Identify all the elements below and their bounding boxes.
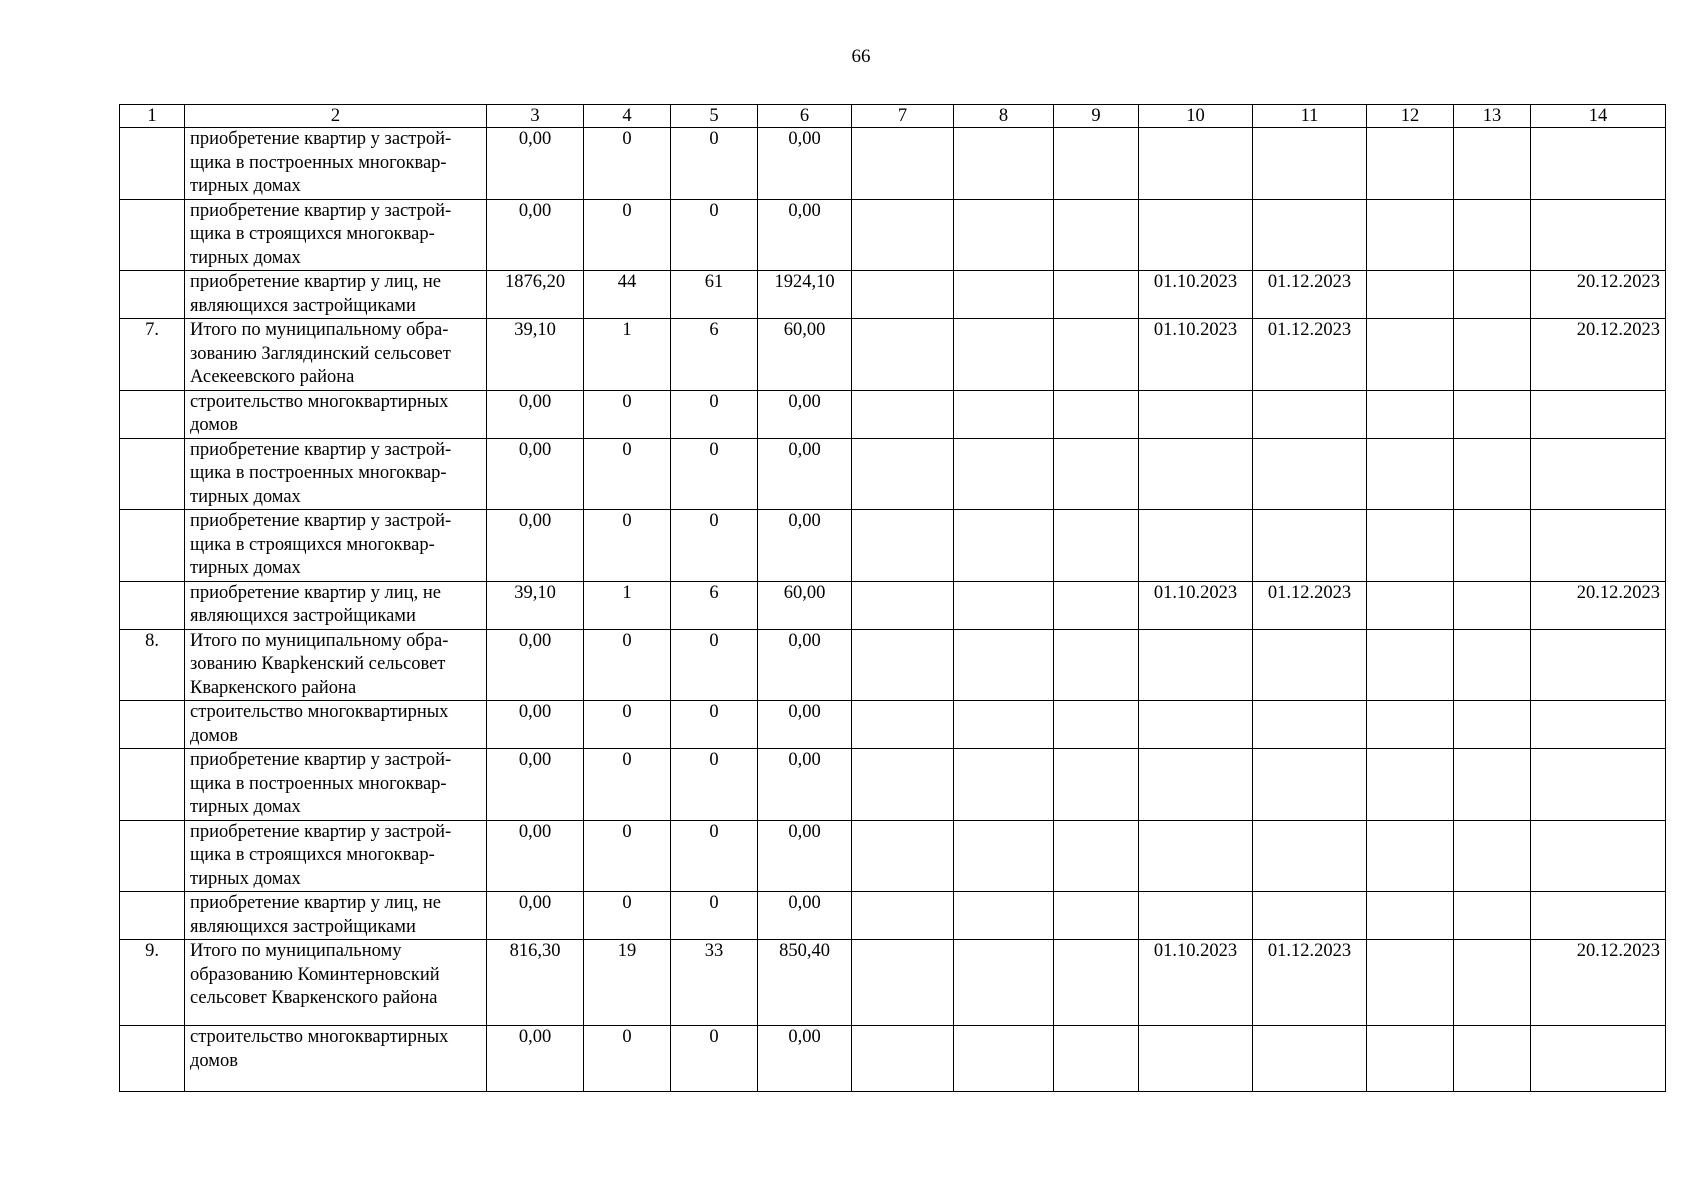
value-cell-3: 0,00 [487, 749, 584, 821]
value-cell-12 [1367, 199, 1454, 271]
value-cell-12 [1367, 701, 1454, 749]
date-cell-11 [1253, 749, 1367, 821]
value-cell-5: 0 [671, 701, 758, 749]
value-cell-13 [1454, 319, 1531, 391]
row-name-cell: Итого по муниципальному обра-зованию Кварkенский сельсовет Кваркенского района [185, 629, 487, 701]
value-cell-12 [1367, 271, 1454, 319]
date-cell-14: 20.12.2023 [1531, 271, 1666, 319]
value-cell-8 [954, 892, 1054, 940]
date-cell-11 [1253, 199, 1367, 271]
column-header: 1 [120, 105, 185, 128]
date-cell-10 [1139, 749, 1253, 821]
value-cell-6: 0,00 [758, 438, 852, 510]
table-row [120, 940, 1666, 1026]
value-cell-13 [1454, 701, 1531, 749]
date-cell-10 [1139, 892, 1253, 940]
column-header: 7 [852, 105, 954, 128]
value-cell-13 [1454, 581, 1531, 629]
value-cell-7 [852, 629, 954, 701]
row-name-cell: строительство многоквартирных домов [185, 390, 487, 438]
value-cell-13 [1454, 1026, 1531, 1092]
value-cell-7 [852, 510, 954, 582]
value-cell-9 [1054, 271, 1139, 319]
date-cell-10 [1139, 199, 1253, 271]
column-header: 9 [1054, 105, 1139, 128]
value-cell-9 [1054, 820, 1139, 892]
value-cell-5: 0 [671, 820, 758, 892]
date-cell-10 [1139, 438, 1253, 510]
value-cell-9 [1054, 892, 1139, 940]
value-cell-4: 0 [584, 892, 671, 940]
value-cell-8 [954, 701, 1054, 749]
value-cell-7 [852, 128, 954, 200]
value-cell-5: 0 [671, 892, 758, 940]
value-cell-8 [954, 629, 1054, 701]
date-cell-11 [1253, 701, 1367, 749]
value-cell-12 [1367, 629, 1454, 701]
date-cell-10: 01.10.2023 [1139, 940, 1253, 1026]
date-cell-14 [1531, 820, 1666, 892]
value-cell-5: 6 [671, 319, 758, 391]
date-cell-11 [1253, 820, 1367, 892]
table-body [120, 128, 1666, 1092]
value-cell-4: 1 [584, 581, 671, 629]
value-cell-12 [1367, 749, 1454, 821]
value-cell-4: 0 [584, 629, 671, 701]
value-cell-13 [1454, 438, 1531, 510]
column-header: 5 [671, 105, 758, 128]
value-cell-7 [852, 319, 954, 391]
row-name-cell: приобретение квартир у застрой-щика в построенных многоквар-тирных домах [185, 749, 487, 821]
value-cell-7 [852, 581, 954, 629]
date-cell-10: 01.10.2023 [1139, 581, 1253, 629]
value-cell-7 [852, 438, 954, 510]
row-number-cell [120, 1026, 185, 1092]
value-cell-5: 0 [671, 510, 758, 582]
row-name-cell: приобретение квартир у застрой-щика в строящихся многоквар-тирных домах [185, 820, 487, 892]
row-number-cell: 8. [120, 629, 185, 701]
value-cell-7 [852, 701, 954, 749]
date-cell-10 [1139, 629, 1253, 701]
value-cell-6: 0,00 [758, 749, 852, 821]
column-header: 10 [1139, 105, 1253, 128]
value-cell-4: 0 [584, 390, 671, 438]
date-cell-11: 01.12.2023 [1253, 581, 1367, 629]
value-cell-3: 0,00 [487, 701, 584, 749]
table-row [120, 629, 1666, 701]
value-cell-5: 0 [671, 629, 758, 701]
date-cell-14 [1531, 892, 1666, 940]
value-cell-3: 39,10 [487, 319, 584, 391]
date-cell-11 [1253, 510, 1367, 582]
row-name-cell: приобретение квартир у застрой-щика в строящихся многоквар-тирных домах [185, 510, 487, 582]
row-name-cell: Итого по муниципальному обра-зованию Заглядинский сельсовет Асекеевского района [185, 319, 487, 391]
date-cell-10 [1139, 820, 1253, 892]
value-cell-4: 0 [584, 128, 671, 200]
value-cell-4: 0 [584, 510, 671, 582]
value-cell-13 [1454, 199, 1531, 271]
value-cell-5: 0 [671, 128, 758, 200]
row-number-cell [120, 271, 185, 319]
date-cell-14 [1531, 390, 1666, 438]
value-cell-6: 0,00 [758, 199, 852, 271]
value-cell-5: 0 [671, 1026, 758, 1092]
value-cell-4: 0 [584, 199, 671, 271]
table-row [120, 749, 1666, 821]
value-cell-9 [1054, 199, 1139, 271]
date-cell-10 [1139, 390, 1253, 438]
value-cell-8 [954, 128, 1054, 200]
row-number-cell [120, 510, 185, 582]
table-row [120, 438, 1666, 510]
value-cell-4: 0 [584, 701, 671, 749]
date-cell-14 [1531, 510, 1666, 582]
value-cell-8 [954, 581, 1054, 629]
column-header-row [120, 105, 1666, 128]
row-number-cell [120, 701, 185, 749]
table-row [120, 199, 1666, 271]
date-cell-14 [1531, 1026, 1666, 1092]
row-number-cell [120, 892, 185, 940]
date-cell-11 [1253, 438, 1367, 510]
date-cell-10: 01.10.2023 [1139, 271, 1253, 319]
value-cell-5: 0 [671, 390, 758, 438]
value-cell-12 [1367, 940, 1454, 1026]
value-cell-8 [954, 1026, 1054, 1092]
row-number-cell [120, 820, 185, 892]
value-cell-12 [1367, 128, 1454, 200]
value-cell-12 [1367, 581, 1454, 629]
value-cell-6: 0,00 [758, 820, 852, 892]
value-cell-6: 60,00 [758, 319, 852, 391]
value-cell-4: 19 [584, 940, 671, 1026]
date-cell-11: 01.12.2023 [1253, 940, 1367, 1026]
value-cell-13 [1454, 749, 1531, 821]
value-cell-8 [954, 940, 1054, 1026]
value-cell-12 [1367, 510, 1454, 582]
value-cell-9 [1054, 581, 1139, 629]
value-cell-13 [1454, 510, 1531, 582]
value-cell-13 [1454, 940, 1531, 1026]
table-row [120, 820, 1666, 892]
value-cell-9 [1054, 1026, 1139, 1092]
value-cell-6: 850,40 [758, 940, 852, 1026]
value-cell-8 [954, 510, 1054, 582]
value-cell-7 [852, 390, 954, 438]
row-name-cell: приобретение квартир у лиц, не являющихся застройщиками [185, 271, 487, 319]
value-cell-6: 0,00 [758, 629, 852, 701]
column-header: 8 [954, 105, 1054, 128]
value-cell-7 [852, 271, 954, 319]
value-cell-6: 0,00 [758, 892, 852, 940]
value-cell-9 [1054, 319, 1139, 391]
value-cell-5: 0 [671, 438, 758, 510]
column-header: 4 [584, 105, 671, 128]
value-cell-13 [1454, 390, 1531, 438]
value-cell-13 [1454, 892, 1531, 940]
value-cell-5: 0 [671, 199, 758, 271]
date-cell-14 [1531, 749, 1666, 821]
row-number-cell [120, 199, 185, 271]
value-cell-9 [1054, 940, 1139, 1026]
value-cell-9 [1054, 128, 1139, 200]
table-row [120, 510, 1666, 582]
value-cell-13 [1454, 271, 1531, 319]
row-name-cell: Итого по муниципальному образованию Коминтерновский сельсовет Кваркенского района [185, 940, 487, 1026]
value-cell-9 [1054, 390, 1139, 438]
date-cell-11 [1253, 1026, 1367, 1092]
value-cell-12 [1367, 438, 1454, 510]
table-row [120, 581, 1666, 629]
row-number-cell [120, 438, 185, 510]
row-name-cell: строительство многоквартирных домов [185, 701, 487, 749]
column-header: 13 [1454, 105, 1531, 128]
row-name-cell: приобретение квартир у застрой-щика в построенных многоквар-тирных домах [185, 128, 487, 200]
value-cell-8 [954, 749, 1054, 821]
value-cell-3: 0,00 [487, 820, 584, 892]
date-cell-14: 20.12.2023 [1531, 319, 1666, 391]
value-cell-7 [852, 749, 954, 821]
column-header: 3 [487, 105, 584, 128]
value-cell-4: 44 [584, 271, 671, 319]
column-header: 6 [758, 105, 852, 128]
table-row [120, 892, 1666, 940]
value-cell-6: 0,00 [758, 510, 852, 582]
table-row [120, 701, 1666, 749]
column-header: 11 [1253, 105, 1367, 128]
row-number-cell [120, 390, 185, 438]
date-cell-10 [1139, 1026, 1253, 1092]
row-number-cell [120, 749, 185, 821]
value-cell-6: 0,00 [758, 390, 852, 438]
value-cell-9 [1054, 629, 1139, 701]
date-cell-10 [1139, 128, 1253, 200]
value-cell-5: 33 [671, 940, 758, 1026]
value-cell-4: 0 [584, 749, 671, 821]
value-cell-12 [1367, 820, 1454, 892]
value-cell-8 [954, 438, 1054, 510]
row-number-cell: 7. [120, 319, 185, 391]
row-name-cell: приобретение квартир у застрой-щика в строящихся многоквар-тирных домах [185, 199, 487, 271]
row-number-cell [120, 581, 185, 629]
table-row [120, 390, 1666, 438]
value-cell-4: 1 [584, 319, 671, 391]
value-cell-7 [852, 1026, 954, 1092]
value-cell-4: 0 [584, 438, 671, 510]
value-cell-3: 39,10 [487, 581, 584, 629]
table-row [120, 128, 1666, 200]
value-cell-7 [852, 892, 954, 940]
date-cell-11 [1253, 390, 1367, 438]
column-header: 14 [1531, 105, 1666, 128]
value-cell-8 [954, 390, 1054, 438]
value-cell-12 [1367, 390, 1454, 438]
value-cell-9 [1054, 749, 1139, 821]
value-cell-8 [954, 820, 1054, 892]
value-cell-3: 0,00 [487, 438, 584, 510]
value-cell-7 [852, 940, 954, 1026]
value-cell-12 [1367, 1026, 1454, 1092]
table-row [120, 271, 1666, 319]
value-cell-3: 0,00 [487, 390, 584, 438]
value-cell-3: 0,00 [487, 199, 584, 271]
value-cell-12 [1367, 892, 1454, 940]
data-table [119, 104, 1666, 1092]
value-cell-6: 60,00 [758, 581, 852, 629]
value-cell-5: 0 [671, 749, 758, 821]
date-cell-14 [1531, 629, 1666, 701]
value-cell-5: 6 [671, 581, 758, 629]
table-row [120, 319, 1666, 391]
value-cell-9 [1054, 438, 1139, 510]
date-cell-14: 20.12.2023 [1531, 581, 1666, 629]
value-cell-3: 0,00 [487, 629, 584, 701]
date-cell-11 [1253, 629, 1367, 701]
value-cell-9 [1054, 701, 1139, 749]
value-cell-12 [1367, 319, 1454, 391]
value-cell-13 [1454, 629, 1531, 701]
value-cell-9 [1054, 510, 1139, 582]
date-cell-14: 20.12.2023 [1531, 940, 1666, 1026]
date-cell-14 [1531, 438, 1666, 510]
date-cell-11 [1253, 128, 1367, 200]
column-header: 2 [185, 105, 487, 128]
value-cell-3: 1876,20 [487, 271, 584, 319]
value-cell-8 [954, 199, 1054, 271]
row-name-cell: строительство многоквартирных домов [185, 1026, 487, 1092]
date-cell-14 [1531, 199, 1666, 271]
date-cell-10: 01.10.2023 [1139, 319, 1253, 391]
row-name-cell: приобретение квартир у застрой-щика в построенных многоквар-тирных домах [185, 438, 487, 510]
row-name-cell: приобретение квартир у лиц, не являющихся застройщиками [185, 581, 487, 629]
value-cell-3: 0,00 [487, 128, 584, 200]
date-cell-11: 01.12.2023 [1253, 271, 1367, 319]
date-cell-10 [1139, 510, 1253, 582]
page-number: 66 [851, 46, 871, 67]
column-header: 12 [1367, 105, 1454, 128]
date-cell-14 [1531, 128, 1666, 200]
value-cell-3: 0,00 [487, 1026, 584, 1092]
date-cell-10 [1139, 701, 1253, 749]
value-cell-6: 0,00 [758, 1026, 852, 1092]
value-cell-4: 0 [584, 1026, 671, 1092]
row-number-cell: 9. [120, 940, 185, 1026]
row-number-cell [120, 128, 185, 200]
value-cell-13 [1454, 820, 1531, 892]
value-cell-6: 0,00 [758, 701, 852, 749]
date-cell-14 [1531, 701, 1666, 749]
value-cell-3: 0,00 [487, 510, 584, 582]
value-cell-6: 1924,10 [758, 271, 852, 319]
value-cell-5: 61 [671, 271, 758, 319]
value-cell-13 [1454, 128, 1531, 200]
date-cell-11: 01.12.2023 [1253, 319, 1367, 391]
value-cell-4: 0 [584, 820, 671, 892]
value-cell-8 [954, 271, 1054, 319]
value-cell-7 [852, 199, 954, 271]
value-cell-8 [954, 319, 1054, 391]
row-name-cell: приобретение квартир у лиц, не являющихся застройщиками [185, 892, 487, 940]
value-cell-3: 816,30 [487, 940, 584, 1026]
value-cell-6: 0,00 [758, 128, 852, 200]
value-cell-7 [852, 820, 954, 892]
table-row [120, 1026, 1666, 1092]
date-cell-11 [1253, 892, 1367, 940]
value-cell-3: 0,00 [487, 892, 584, 940]
